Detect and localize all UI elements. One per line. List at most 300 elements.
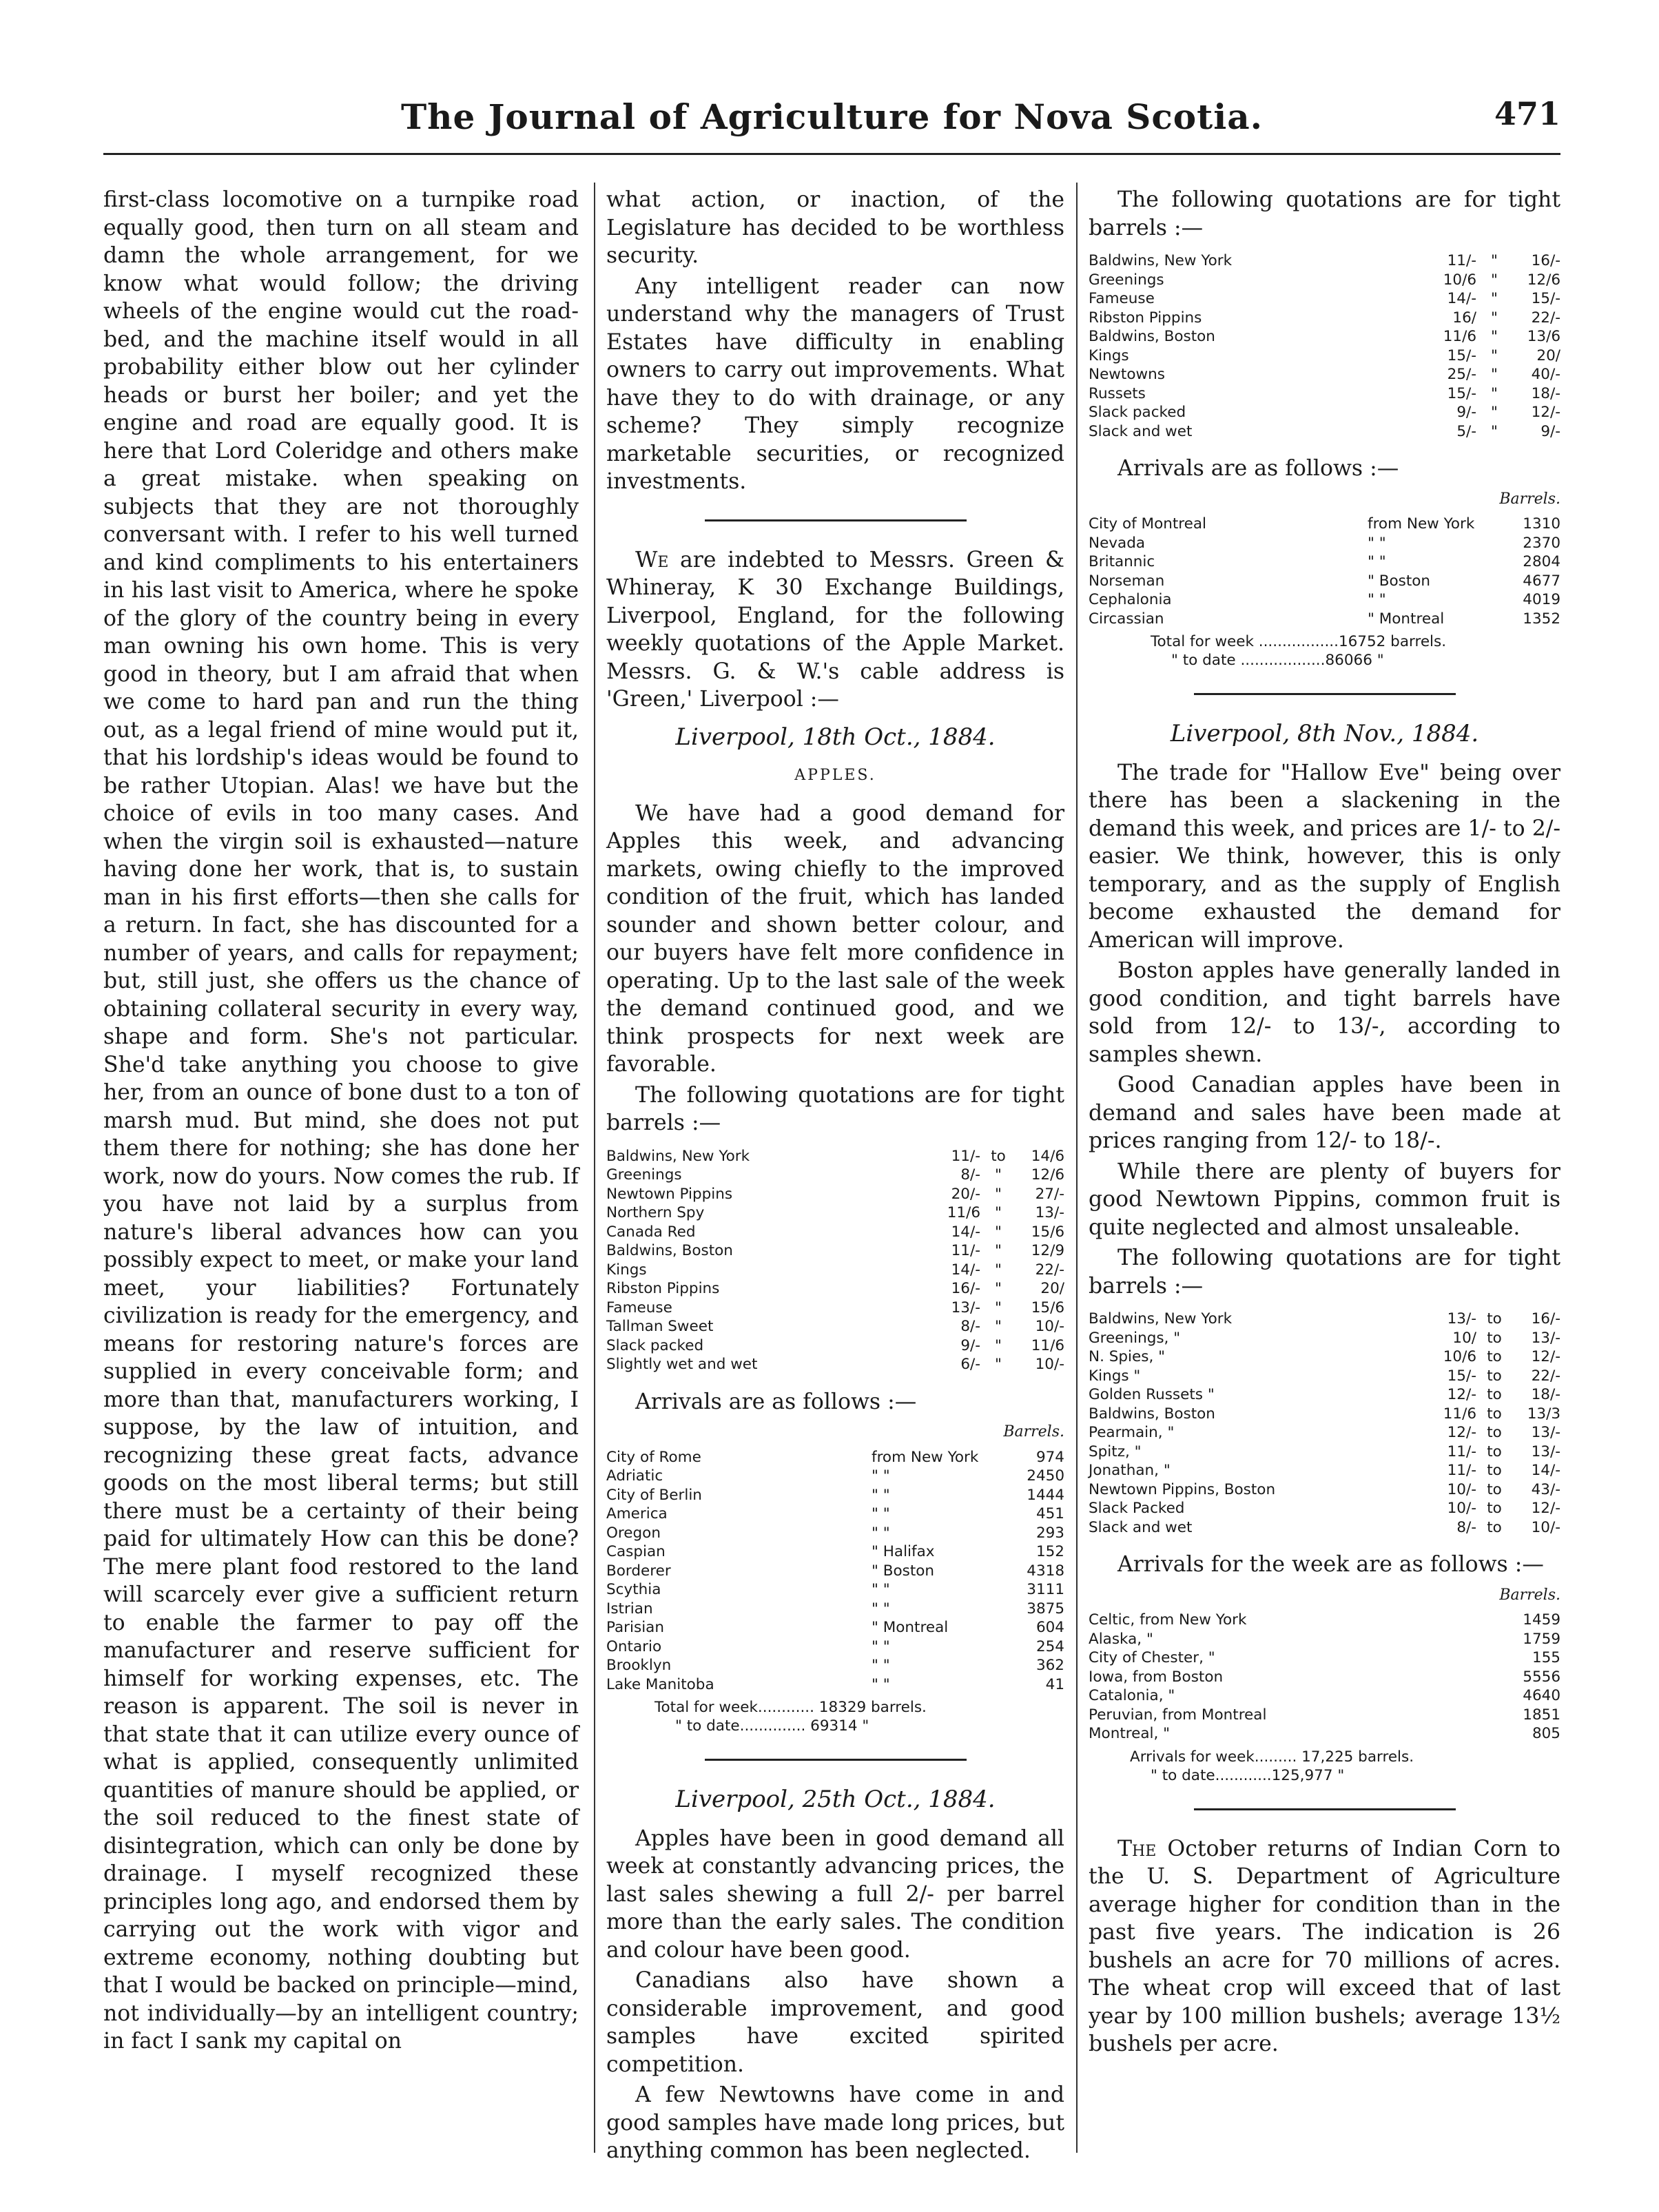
- price-high: 15/6: [1031, 1223, 1064, 1241]
- indian-corn-paragraph: [1089, 1835, 1560, 2058]
- quote-row: [1089, 403, 1560, 422]
- quote-row: [1089, 1385, 1560, 1405]
- quote-row: [1089, 1443, 1560, 1462]
- variety-name: Newtown Pippins, Boston: [1089, 1480, 1276, 1498]
- column-2: [606, 186, 1064, 2163]
- arrival-row: [1089, 1706, 1560, 1725]
- ship-name: Brooklyn: [606, 1657, 672, 1674]
- price-low: 6/-: [960, 1356, 980, 1373]
- price-low: 16/-: [951, 1280, 980, 1297]
- price-low: 14/-: [951, 1223, 980, 1241]
- variety-name: Kings: [606, 1261, 647, 1279]
- price-high: 13/-: [1531, 1329, 1560, 1347]
- price-separator: ": [995, 1336, 1002, 1354]
- ship-name: Lake Manitoba: [606, 1675, 714, 1693]
- price-high: 12/9: [1031, 1242, 1064, 1259]
- price-low: 11/-: [1447, 252, 1476, 269]
- price-separator: ": [1491, 366, 1498, 383]
- page-header: [103, 83, 1560, 148]
- quote-row: [606, 1261, 1064, 1280]
- barrel-count: 293: [1035, 1524, 1064, 1542]
- column-3: [1089, 186, 1560, 2149]
- arrival-row: [606, 1524, 1064, 1543]
- ship-name: Alaska, ": [1089, 1630, 1153, 1648]
- barrel-count: 152: [1035, 1543, 1064, 1560]
- ship-origin: " Boston: [872, 1562, 935, 1580]
- price-low: 13/-: [1447, 1310, 1476, 1327]
- arrivals-intro: Arrivals for the week are as follows :—: [1117, 1552, 1544, 1577]
- ship-name: City of Chester, ": [1089, 1649, 1215, 1666]
- quote-row: [1089, 1423, 1560, 1443]
- quote-row: [1089, 365, 1560, 384]
- price-low: 11/6: [1443, 1405, 1476, 1423]
- price-high: 9/-: [1540, 422, 1560, 440]
- quote-row: [1089, 1480, 1560, 1500]
- price-low: 10/-: [1447, 1500, 1476, 1517]
- variety-name: Greenings: [606, 1166, 682, 1183]
- barrels-label: Barrels.: [1003, 1423, 1064, 1440]
- variety-name: Golden Russets ": [1089, 1386, 1215, 1403]
- quote-row: [606, 1279, 1064, 1299]
- arrival-row: [1089, 590, 1560, 610]
- barrel-count: 2450: [1027, 1467, 1064, 1485]
- arrivals-intro: Arrivals are as follows :—: [1117, 456, 1399, 481]
- price-low: 12/-: [1447, 1424, 1476, 1441]
- price-high: 12/-: [1531, 1500, 1560, 1517]
- barrel-count: 2804: [1523, 553, 1560, 570]
- quote-row: [1089, 1347, 1560, 1367]
- ship-origin: " ": [872, 1600, 890, 1617]
- barrel-count: 2370: [1523, 534, 1560, 552]
- arrival-row: [606, 1467, 1064, 1486]
- price-high: 12/6: [1031, 1166, 1064, 1183]
- price-high: 16/-: [1531, 1310, 1560, 1327]
- ship-name: Celtic, from New York: [1089, 1611, 1247, 1629]
- quote-row: [606, 1166, 1064, 1185]
- variety-name: Pearmain, ": [1089, 1424, 1175, 1441]
- quote-row: [1089, 1405, 1560, 1424]
- section-rule: [705, 519, 967, 521]
- price-high: 10/-: [1035, 1318, 1064, 1335]
- price-low: 11/-: [1447, 1443, 1476, 1460]
- arrival-row: [1089, 572, 1560, 591]
- price-high: 12/6: [1527, 271, 1560, 289]
- price-separator: ": [995, 1223, 1002, 1241]
- ship-origin: " ": [1368, 591, 1386, 608]
- ship-origin: " ": [872, 1637, 890, 1655]
- price-low: 8/-: [960, 1318, 980, 1335]
- total-to-date: " to date............125,977 ": [1151, 1766, 1345, 1784]
- variety-name: Fameuse: [1089, 290, 1155, 307]
- quote-row: [606, 1223, 1064, 1242]
- barrel-count: 604: [1035, 1619, 1064, 1636]
- ship-origin: from New York: [1368, 515, 1475, 533]
- price-separator: ": [1491, 347, 1498, 364]
- variety-name: Greenings: [1089, 271, 1164, 289]
- barrel-count: 1444: [1027, 1486, 1064, 1504]
- variety-name: Russets: [1089, 384, 1146, 402]
- ship-name: Catalonia, ": [1089, 1687, 1175, 1704]
- price-high: 16/-: [1531, 252, 1560, 269]
- quote-row: [606, 1203, 1064, 1223]
- price-separator: to: [1487, 1500, 1502, 1517]
- quote-row: [1089, 347, 1560, 366]
- price-low: 11/6: [1443, 328, 1476, 345]
- arrival-row: [606, 1448, 1064, 1467]
- barrel-count: 974: [1035, 1448, 1064, 1466]
- quote-intro: The following quotations are for tight barrels :—: [606, 1082, 1064, 1135]
- arrival-row: [1089, 1630, 1560, 1649]
- price-high: 40/-: [1531, 366, 1560, 383]
- total-for-week: Total for week............ 18329 barrels.: [655, 1699, 927, 1716]
- price-separator: ": [995, 1204, 1002, 1221]
- variety-name: Newtowns: [1089, 366, 1165, 383]
- price-separator: to: [1487, 1329, 1502, 1347]
- column-1: [103, 186, 579, 2149]
- ship-origin: " Montreal: [1368, 610, 1445, 628]
- arrival-row: [606, 1618, 1064, 1637]
- price-high: 14/6: [1031, 1147, 1064, 1165]
- report-8-nov-paragraph-2: Boston apples have generally landed in good condition, and tight barrels have sold from 12/- to 13/-, according to samples shewn.: [1089, 958, 1560, 1067]
- price-high: 10/-: [1531, 1518, 1560, 1536]
- quote-row: [606, 1336, 1064, 1356]
- barrel-count: 4640: [1523, 1687, 1560, 1704]
- price-separator: ": [995, 1185, 1002, 1203]
- col2-paragraph-top: what action, or inaction, of the Legislature has decided to be worthless security.: [606, 187, 1064, 268]
- ship-origin: " ": [872, 1581, 890, 1598]
- ship-origin: " Halifax: [872, 1543, 935, 1560]
- barrel-count: 4019: [1523, 591, 1560, 608]
- variety-name: Jonathan, ": [1089, 1462, 1171, 1479]
- intro-text: are indebted to Messrs. Green & Whineray, K 30 Exchange Buildings, Liverpool, England, for the following weekly quotations of the Apple Market. Messrs. G. & W.'s cable address is 'Green,' Liverpool :—: [606, 547, 1064, 712]
- variety-name: Ribston Pippins: [1089, 309, 1202, 327]
- arrival-row: [1089, 610, 1560, 629]
- quote-row: [606, 1355, 1064, 1374]
- price-high: 13/-: [1035, 1204, 1064, 1221]
- barrel-count: 451: [1035, 1505, 1064, 1522]
- ship-name: Iowa, from Boston: [1089, 1668, 1224, 1686]
- price-separator: ": [995, 1242, 1002, 1259]
- quote-row: [606, 1299, 1064, 1318]
- variety-name: Baldwins, New York: [606, 1147, 750, 1165]
- ship-name: City of Berlin: [606, 1486, 702, 1504]
- price-high: 13/-: [1531, 1443, 1560, 1460]
- price-low: 11/-: [1447, 1462, 1476, 1479]
- price-high: 43/-: [1531, 1480, 1560, 1498]
- ship-name: Istrian: [606, 1600, 653, 1617]
- ship-origin: " ": [1368, 534, 1386, 552]
- price-separator: to: [1487, 1386, 1502, 1403]
- price-separator: to: [991, 1147, 1006, 1165]
- price-low: 14/-: [1447, 290, 1476, 307]
- quote-intro: The following quotations are for tight barrels :—: [1089, 187, 1560, 240]
- price-separator: ": [995, 1261, 1002, 1279]
- price-low: 10/6: [1443, 1348, 1476, 1365]
- report-8-nov-paragraph-4: While there are plenty of buyers for good Newtown Pippins, common fruit is quite neglected and almost unsaleable.: [1089, 1159, 1560, 1240]
- price-separator: ": [995, 1318, 1002, 1335]
- ship-name: Adriatic: [606, 1467, 663, 1485]
- variety-name: Slack and wet: [1089, 1518, 1193, 1536]
- price-separator: ": [1491, 271, 1498, 289]
- quote-row: [1089, 1310, 1560, 1329]
- price-high: 22/-: [1531, 1367, 1560, 1385]
- total-to-date: " to date.............. 69314 ": [675, 1717, 869, 1735]
- quote-row: [606, 1317, 1064, 1336]
- report-8-nov-paragraph-1: The trade for "Hallow Eve" being over there has been a slackening in the demand this week, and prices are 1/- to 2/- easier. We think, however, this is only temporary, and as the supply of English become exhausted the demand for American will improve.: [1089, 760, 1560, 953]
- barrel-count: 41: [1045, 1675, 1064, 1693]
- price-separator: to: [1487, 1443, 1502, 1460]
- variety-name: Slack packed: [606, 1336, 704, 1354]
- quote-row: [606, 1241, 1064, 1261]
- price-low: 10/: [1452, 1329, 1476, 1347]
- col1-paragraph: first-class locomotive on a turnpike road equally good, then turn on all steam and damn the whole arrangement, for we know what would follow; the driving wheels of the engine would cut the road-bed, and the machine itself would in all probability either blow out her cylinder heads or burst her boiler; and yet the engine and road are equally good. It is here that Lord Coleridge and others make a great mistake. when speaking on subjects that they are not thoroughly conversant with. I refer to his well turned and kind compliments to his entertainers in his last visit to America, where he spoke of the glory of the country being in every man owning his own home. This is very good in theory, but I am afraid that when we come to hard pan and run the thing out, as a legal friend of mine would put it, that his lordship's ideas would be found to be rather Utopian. Alas! we have but the choice of evils in too many cases. And when the virgin soil is exhausted—nature having done her work, that is, to sustain man in his first efforts—then she calls for a return. In fact, she has discounted for a number of years, and calls for repayment; but, still just, she offers us the chance of obtaining collateral security in every way, shape and form. She's not particular. She'd take anything you choose to give her, from an ounce of bone dust to a ton of marsh mud. But mind, she does not put them there for nothing; she has done her work, now do yours. Now comes the rub. If you have not laid by a surplus from nature's liberal advances how can you possibly expect to meet, or make your land meet, your liabilities? Fortunately civilization is ready for the emergency, and means for restoring nature's forces are supplied in every conceivable form; and more than that, manufacturers working, I suppose, by the law of intuition, and recognizing these great facts, advance goods on the most liberal terms; but still there must be a certainty of their being paid for ultimately How can this be done? The mere plant food restored to the land will scarcely ever give a sufficient return to enable the farmer to pay off the manufacturer and reserve sufficient for himself for working expenses, etc. The reason is apparent. The soil is never in that state that it can utilize every ounce of what is applied, consequently unlimited quantities of manure should be applied, or the soil reduced to the finest state of disintegration, which can only be done by drainage. I myself recognized these principles long ago, and endorsed them by carrying out the work with vigor and extreme economy, nothing doubting but that I would be backed on principle—mind, not individually—by an intelligent country; in fact I sank my capital on: [103, 187, 579, 2054]
- report-25-oct-paragraph-3: A few Newtowns have come in and good samples have made long prices, but anything common has been neglected.: [606, 2082, 1064, 2163]
- ship-name: Ontario: [606, 1637, 662, 1655]
- price-low: 12/-: [1447, 1386, 1476, 1403]
- price-separator: ": [1491, 404, 1498, 421]
- apples-subhead: APPLES.: [794, 767, 876, 784]
- price-separator: to: [1487, 1424, 1502, 1441]
- ship-origin: " ": [872, 1524, 890, 1542]
- variety-name: N. Spies, ": [1089, 1348, 1166, 1365]
- price-separator: ": [995, 1280, 1002, 1297]
- price-low: 14/-: [951, 1261, 980, 1279]
- ship-origin: from New York: [872, 1448, 979, 1466]
- variety-name: Baldwins, Boston: [606, 1242, 733, 1259]
- arrivals-table-18-oct: [606, 1448, 1064, 1695]
- arrival-row: [1089, 1724, 1560, 1744]
- total-for-week: Total for week .................16752 barrels.: [1151, 633, 1447, 650]
- price-low: 11/-: [951, 1242, 980, 1259]
- ship-name: Britannic: [1089, 553, 1155, 570]
- quotations-table-8-nov: [1089, 1310, 1560, 1537]
- price-high: 12/-: [1531, 404, 1560, 421]
- total-to-date: " to date ..................86066 ": [1171, 652, 1384, 669]
- quote-row: [1089, 1461, 1560, 1480]
- section-rule: [1194, 693, 1456, 695]
- arrival-row: [606, 1562, 1064, 1581]
- variety-name: Newtown Pippins: [606, 1185, 733, 1203]
- arrival-row: [606, 1656, 1064, 1675]
- price-high: 15/-: [1531, 290, 1560, 307]
- barrel-count: 4677: [1523, 572, 1560, 590]
- total-for-week: Arrivals for week......... 17,225 barrels.: [1130, 1748, 1414, 1766]
- ship-name: America: [606, 1505, 668, 1522]
- ship-origin: " ": [872, 1675, 890, 1693]
- ship-origin: " ": [872, 1467, 890, 1485]
- price-low: 10/6: [1443, 271, 1476, 289]
- price-separator: to: [1487, 1310, 1502, 1327]
- variety-name: Greenings, ": [1089, 1329, 1181, 1347]
- price-low: 15/-: [1447, 1367, 1476, 1385]
- arrival-row: [606, 1542, 1064, 1562]
- price-low: 20/-: [951, 1185, 980, 1203]
- report-18-oct-paragraph: We have had a good demand for Apples this week, and advancing markets, owing chiefly to the improved condition of the fruit, which has landed sounder and shown better colour, and our buyers have felt more confidence in operating. Up to the last sale of the week the demand continued good, and we think prospects for next week are favorable.: [606, 800, 1064, 1077]
- report-25-oct-paragraph-1: Apples have been in good demand all week at constantly advancing prices, the last sales shewing a full 2/- per barrel more than the early sales. The condition and colour have been good.: [606, 1826, 1064, 1963]
- variety-name: Kings: [1089, 347, 1129, 364]
- price-high: 12/-: [1531, 1348, 1560, 1365]
- quote-row: [606, 1147, 1064, 1166]
- price-separator: ": [995, 1166, 1002, 1183]
- price-low: 25/-: [1447, 366, 1476, 383]
- price-high: 11/6: [1031, 1336, 1064, 1354]
- section-rule: [705, 1759, 967, 1761]
- ship-name: Borderer: [606, 1562, 671, 1580]
- quote-row: [1089, 384, 1560, 404]
- price-separator: to: [1487, 1367, 1502, 1385]
- price-separator: to: [1487, 1462, 1502, 1479]
- intro-lead-word: We: [635, 547, 669, 572]
- dateline-25-oct: Liverpool, 25th Oct., 1884.: [675, 1786, 996, 1813]
- price-high: 13/3: [1527, 1405, 1560, 1423]
- price-separator: to: [1487, 1348, 1502, 1365]
- variety-name: Baldwins, Boston: [1089, 1405, 1215, 1423]
- ship-name: Cephalonia: [1089, 591, 1172, 608]
- ship-name: Caspian: [606, 1543, 666, 1560]
- arrival-row: [1089, 552, 1560, 572]
- variety-name: Spitz, ": [1089, 1443, 1142, 1460]
- variety-name: Slack Packed: [1089, 1500, 1185, 1517]
- dateline-8-nov: Liverpool, 8th Nov., 1884.: [1170, 720, 1479, 747]
- column-divider-2: [1076, 183, 1078, 2153]
- quote-row: [1089, 271, 1560, 290]
- ship-name: Scythia: [606, 1581, 661, 1598]
- arrival-row: [606, 1675, 1064, 1695]
- price-separator: ": [1491, 309, 1498, 327]
- price-high: 27/-: [1035, 1185, 1064, 1203]
- variety-name: Baldwins, New York: [1089, 252, 1233, 269]
- variety-name: Northern Spy: [606, 1204, 705, 1221]
- price-low: 9/-: [1456, 404, 1476, 421]
- variety-name: Fameuse: [606, 1299, 672, 1316]
- arrival-row: [606, 1580, 1064, 1600]
- variety-name: Baldwins, Boston: [1089, 328, 1215, 345]
- ship-origin: " ": [1368, 553, 1386, 570]
- price-high: 15/6: [1031, 1299, 1064, 1316]
- barrel-count: 155: [1532, 1649, 1560, 1666]
- arrival-row: [1089, 534, 1560, 553]
- price-separator: ": [995, 1299, 1002, 1316]
- price-high: 20/: [1536, 347, 1560, 364]
- arrivals-table-8-nov: [1089, 1611, 1560, 1744]
- price-separator: to: [1487, 1518, 1502, 1536]
- price-high: 20/: [1040, 1280, 1064, 1297]
- ship-origin: " ": [872, 1657, 890, 1674]
- barrel-count: 1310: [1523, 515, 1560, 533]
- page-number: 471: [1494, 95, 1560, 132]
- barrels-label: Barrels.: [1499, 490, 1560, 508]
- price-high: 22/-: [1531, 309, 1560, 327]
- ship-name: Circassian: [1089, 610, 1164, 628]
- price-separator: ": [1491, 252, 1498, 269]
- ship-name: Peruvian, from Montreal: [1089, 1706, 1267, 1724]
- arrival-row: [606, 1486, 1064, 1505]
- ship-name: Norseman: [1089, 572, 1165, 590]
- section-rule: [1194, 1808, 1456, 1810]
- price-low: 8/-: [960, 1166, 980, 1183]
- variety-name: Slightly wet and wet: [606, 1356, 758, 1373]
- ship-origin: " ": [872, 1505, 890, 1522]
- price-low: 9/-: [960, 1336, 980, 1354]
- variety-name: Canada Red: [606, 1223, 696, 1241]
- dateline-18-oct: Liverpool, 18th Oct., 1884.: [675, 723, 996, 751]
- quote-row: [1089, 1329, 1560, 1348]
- price-low: 11/-: [951, 1147, 980, 1165]
- ship-name: Nevada: [1089, 534, 1146, 552]
- header-rule: [103, 153, 1560, 155]
- price-high: 22/-: [1035, 1261, 1064, 1279]
- price-separator: ": [1491, 328, 1498, 345]
- ship-name: City of Montreal: [1089, 515, 1207, 533]
- barrel-count: 362: [1035, 1657, 1064, 1674]
- corn-lead-word: The: [1117, 1836, 1157, 1861]
- variety-name: Ribston Pippins: [606, 1280, 720, 1297]
- price-separator: ": [1491, 422, 1498, 440]
- price-low: 10/-: [1447, 1480, 1476, 1498]
- column-divider-1: [594, 183, 595, 2153]
- variety-name: Kings ": [1089, 1367, 1141, 1385]
- price-separator: to: [1487, 1405, 1502, 1423]
- barrel-count: 254: [1035, 1637, 1064, 1655]
- price-high: 13/6: [1527, 328, 1560, 345]
- quote-row: [1089, 251, 1560, 271]
- ship-name: Oregon: [606, 1524, 661, 1542]
- variety-name: Baldwins, New York: [1089, 1310, 1233, 1327]
- arrival-row: [606, 1505, 1064, 1524]
- quotations-table-25-oct: [1089, 251, 1560, 441]
- arrival-row: [606, 1600, 1064, 1619]
- price-low: 13/-: [951, 1299, 980, 1316]
- quote-row: [1089, 1499, 1560, 1518]
- quote-row: [1089, 289, 1560, 309]
- col2-paragraph-trust: Any intelligent reader can now understand why the managers of Trust Estates have difficulty in enabling owners to carry out improvements. What have they to do with drainage, or any scheme? They simply recognize marketable securities, or recognized investments.: [606, 273, 1064, 494]
- arrival-row: [606, 1637, 1064, 1657]
- barrel-count: 3875: [1027, 1600, 1064, 1617]
- report-8-nov-paragraph-3: Good Canadian apples have been in demand and sales have been made at prices ranging from 12/- to 18/-.: [1089, 1073, 1560, 1153]
- arrival-row: [1089, 1686, 1560, 1706]
- barrel-count: 1459: [1523, 1611, 1560, 1629]
- quote-row: [606, 1185, 1064, 1204]
- price-separator: ": [995, 1356, 1002, 1373]
- price-low: 5/-: [1456, 422, 1476, 440]
- ship-name: City of Rome: [606, 1448, 701, 1466]
- price-high: 10/-: [1035, 1356, 1064, 1373]
- arrivals-intro: Arrivals are as follows :—: [635, 1389, 917, 1414]
- variety-name: Slack and wet: [1089, 422, 1193, 440]
- price-separator: ": [1491, 290, 1498, 307]
- barrel-count: 5556: [1523, 1668, 1560, 1686]
- barrels-label: Barrels.: [1499, 1586, 1560, 1604]
- price-separator: to: [1487, 1480, 1502, 1498]
- price-high: 13/-: [1531, 1424, 1560, 1441]
- barrel-count: 1759: [1523, 1630, 1560, 1648]
- report-25-oct-paragraph-2: Canadians also have shown a considerable improvement, and good samples have excited spirited competition.: [606, 1968, 1064, 2077]
- quote-row: [1089, 327, 1560, 347]
- quote-row: [1089, 309, 1560, 328]
- price-separator: ": [1491, 384, 1498, 402]
- price-low: 11/6: [947, 1204, 980, 1221]
- barrel-count: 1851: [1523, 1706, 1560, 1724]
- journal-title: The Journal of Agriculture for Nova Scotia.: [400, 96, 1264, 137]
- quote-row: [1089, 1518, 1560, 1538]
- ship-origin: " ": [872, 1486, 890, 1504]
- price-low: 15/-: [1447, 384, 1476, 402]
- price-low: 8/-: [1456, 1518, 1476, 1536]
- quote-row: [1089, 422, 1560, 442]
- ship-name: Montreal, ": [1089, 1725, 1171, 1742]
- quote-row: [1089, 1367, 1560, 1386]
- arrival-row: [1089, 1668, 1560, 1687]
